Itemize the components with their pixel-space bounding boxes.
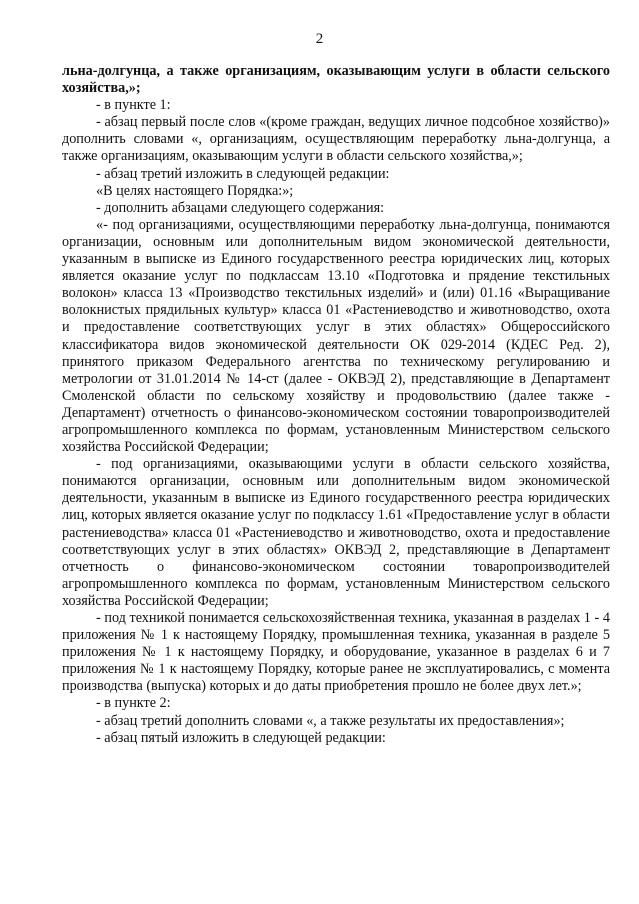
page-number: 2 <box>315 31 324 47</box>
paragraph: - абзац третий изложить в следующей редакции: <box>96 165 390 182</box>
paragraph: - под техникой понимается сельскохозяйственная техника, указанная в разделах 1 - 4 приложения № 1 к настоящему Порядку, промышленная техника, указанная в разделе 5 приложения № 1 к настоящему Порядку, и оборудование, указанное в разделах 6 и 7 приложения № 1 к настоящему Порядку, которые ранее не эксплуатировались, с момента производства (выпуска) которых и до даты приобретения прошло не более двух лет.»; <box>62 610 610 695</box>
document-body <box>62 63 610 747</box>
paragraph: - дополнить абзацами следующего содержания: <box>96 199 385 216</box>
paragraph: - абзац первый после слов «(кроме граждан, ведущих личное подсобное хозяйство)» дополнить словами «, организациям, осуществляющим переработку льна-долгунца, а также организациям, оказывающим услуги в области сельского хозяйства,»; <box>62 114 610 165</box>
paragraph: - под организациями, оказывающими услуги в области сельского хозяйства, понимаются организации, основным или дополнительным видом экономической деятельности, указанным в выписке из Единого государственного реестра юридических лиц, которых является оказание услуг по подклассу 1.61 «Предоставление услуг в области растениеводства» класса 01 «Растениеводство и животноводство, охота и предоставление соответствующих услуг в этих областях» ОКВЭД 2, представляющие в Департамент отчетность о финансово-экономическом состоянии товаропроизводителей агропромышленного комплекса по формам, установленным Министерством сельского хозяйства Российской Федерации; <box>62 456 610 609</box>
paragraph: «- под организациями, осуществляющими переработку льна-долгунца, понимаются организации, основным или дополнительным видом экономической деятельности, указанным в выписке из Единого государственного реестра юридических лиц, которых является оказание услуг по подклассам 13.10 «Подготовка и прядение текстильных волокон» класса 13 «Производство текстильных изделий» и (или) 01.16 «Выращивание волокнистых прядильных культур» класса 01 «Растениеводство и животноводство, охота и предоставление соответствующих услуг в этих областях» Общероссийского классификатора видов экономической деятельности ОК 029-2014 (КДЕС Ред. 2), принятого приказом Федерального агентства по техническому регулированию и метрологии от 31.01.2014 № 14-ст (далее - ОКВЭД 2), представляющие в Департамент Смоленской области по сельскому хозяйству и продовольствию (далее также - Департамент) отчетность о финансово-экономическом состоянии товаропроизводителей агропромышленного комплекса по формам, установленным Министерством сельского хозяйства Российской Федерации; <box>62 216 610 456</box>
paragraph: льна-долгунца, а также организациям, оказывающим услуги в области сельского хозяйства,»; <box>62 63 610 97</box>
paragraph: - в пункте 2: <box>96 695 171 712</box>
paragraph: - абзац пятый изложить в следующей редакции: <box>96 729 386 746</box>
paragraph: - абзац третий дополнить словами «, а также результаты их предоставления»; <box>96 712 565 729</box>
paragraph: - в пункте 1: <box>96 97 171 114</box>
paragraph: «В целях настоящего Порядка:»; <box>96 182 294 199</box>
